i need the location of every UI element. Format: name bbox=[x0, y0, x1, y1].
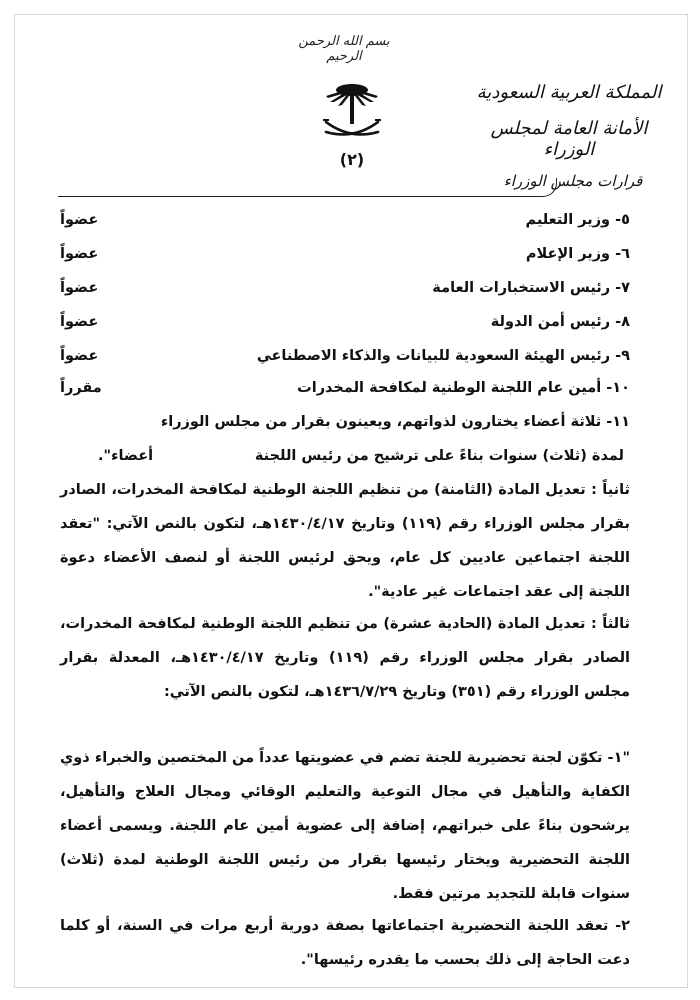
member-title: ٨- رئيس أمن الدولة bbox=[490, 314, 630, 330]
org-name-line-2: الأمانة العامة لمجلس الوزراء bbox=[490, 118, 648, 160]
member-role: عضواً bbox=[60, 212, 99, 228]
member-row bbox=[60, 307, 630, 337]
article-third-item-1: "١- تكوّن لجنة تحضيرية للجنة تضم في عضويتها عدداً من المختصين والخبراء ذوي الكفاية والتأهيل في مجال التوعية والتعليم الوقائي ومجال العلاج والتأهيل، يرشحون بناءً على خبراتهم، إضافة إلى عضوية أمين عام اللجنة. ويسمى أعضاء اللجنة التحضيرية ويختار رئيسها بقرار من رئيس اللجنة الوطنية لمدة (ثلاث) سنوات قابلة للتجديد مرتين فقط. bbox=[60, 750, 630, 902]
page-number: (٢) bbox=[339, 150, 365, 169]
member-title: ١٠- أمين عام اللجنة الوطنية لمكافحة المخدرات bbox=[297, 380, 630, 396]
header-divider bbox=[58, 196, 518, 197]
member-role: أعضاء". bbox=[98, 448, 154, 464]
member-row bbox=[60, 407, 630, 437]
member-role: عضواً bbox=[60, 348, 99, 364]
article-third bbox=[60, 607, 630, 709]
article-third-item-2: ٢- تعقد اللجنة التحضيرية اجتماعاتها بصفة دورية أربع مرات في السنة، أو كلما دعت الحاجة إلى ذلك بحسب ما يقدره رئيسها". bbox=[60, 918, 630, 968]
article-second-label: ثانياً : bbox=[591, 482, 630, 498]
member-row bbox=[60, 273, 630, 303]
member-title: لمدة (ثلاث) سنوات بناءً على ترشيح من رئيس اللجنة bbox=[254, 448, 624, 464]
article-third-label: ثالثاً : bbox=[590, 616, 630, 632]
member-row bbox=[60, 441, 630, 471]
article-third-text: تعديل المادة (الحادية عشرة) من تنظيم اللجنة الوطنية لمكافحة المخدرات، الصادر بقرار مجلس الوزراء رقم (١١٩) وتاريخ ١٤٣٠/٤/١٧هـ، المعدلة بقرار مجلس الوزراء رقم (٣٥١) وتاريخ ١٤٣٦/٧/٢٩هـ، لتكون بالنص الآتي: bbox=[60, 616, 630, 700]
member-title: ٧- رئيس الاستخبارات العامة bbox=[432, 280, 630, 296]
member-role: عضواً bbox=[60, 280, 99, 296]
member-role: عضواً bbox=[60, 314, 99, 330]
member-role: عضواً bbox=[60, 246, 99, 262]
member-title: ٥- وزير التعليم bbox=[525, 212, 630, 228]
basmala: بسم الله الرحمن الرحيم bbox=[298, 34, 390, 64]
article-second bbox=[60, 473, 630, 609]
member-row bbox=[60, 205, 630, 235]
member-title: ١١- ثلاثة أعضاء يختارون لذواتهم، ويعينون بقرار من مجلس الوزراء bbox=[160, 414, 630, 430]
member-row bbox=[60, 239, 630, 269]
member-title: ٦- وزير الإعلام bbox=[525, 246, 630, 262]
saudi-emblem-icon bbox=[320, 80, 384, 150]
member-role: مقرراً bbox=[60, 380, 102, 396]
member-row bbox=[60, 341, 630, 371]
article-second-text: تعديل المادة (الثامنة) من تنظيم اللجنة الوطنية لمكافحة المخدرات، الصادر بقرار مجلس الوزراء رقم (١١٩) وتاريخ ١٤٣٠/٤/١٧هـ، لتكون بالنص الآتي: "تعقد اللجنة اجتماعين عاديين كل عام، ويحق لرئيس اللجنة أو لنصف الأعضاء دعوة اللجنة إلى عقد اجتماعات غير عادية". bbox=[60, 482, 630, 600]
section-heading: قرارات مجلس الوزراء bbox=[503, 172, 643, 190]
org-name-line-1: المملكة العربية السعودية bbox=[476, 82, 662, 103]
header-divider-hook bbox=[516, 178, 557, 197]
member-title: ٩- رئيس الهيئة السعودية للبيانات والذكاء الاصطناعي bbox=[256, 348, 630, 364]
member-row bbox=[60, 373, 630, 403]
